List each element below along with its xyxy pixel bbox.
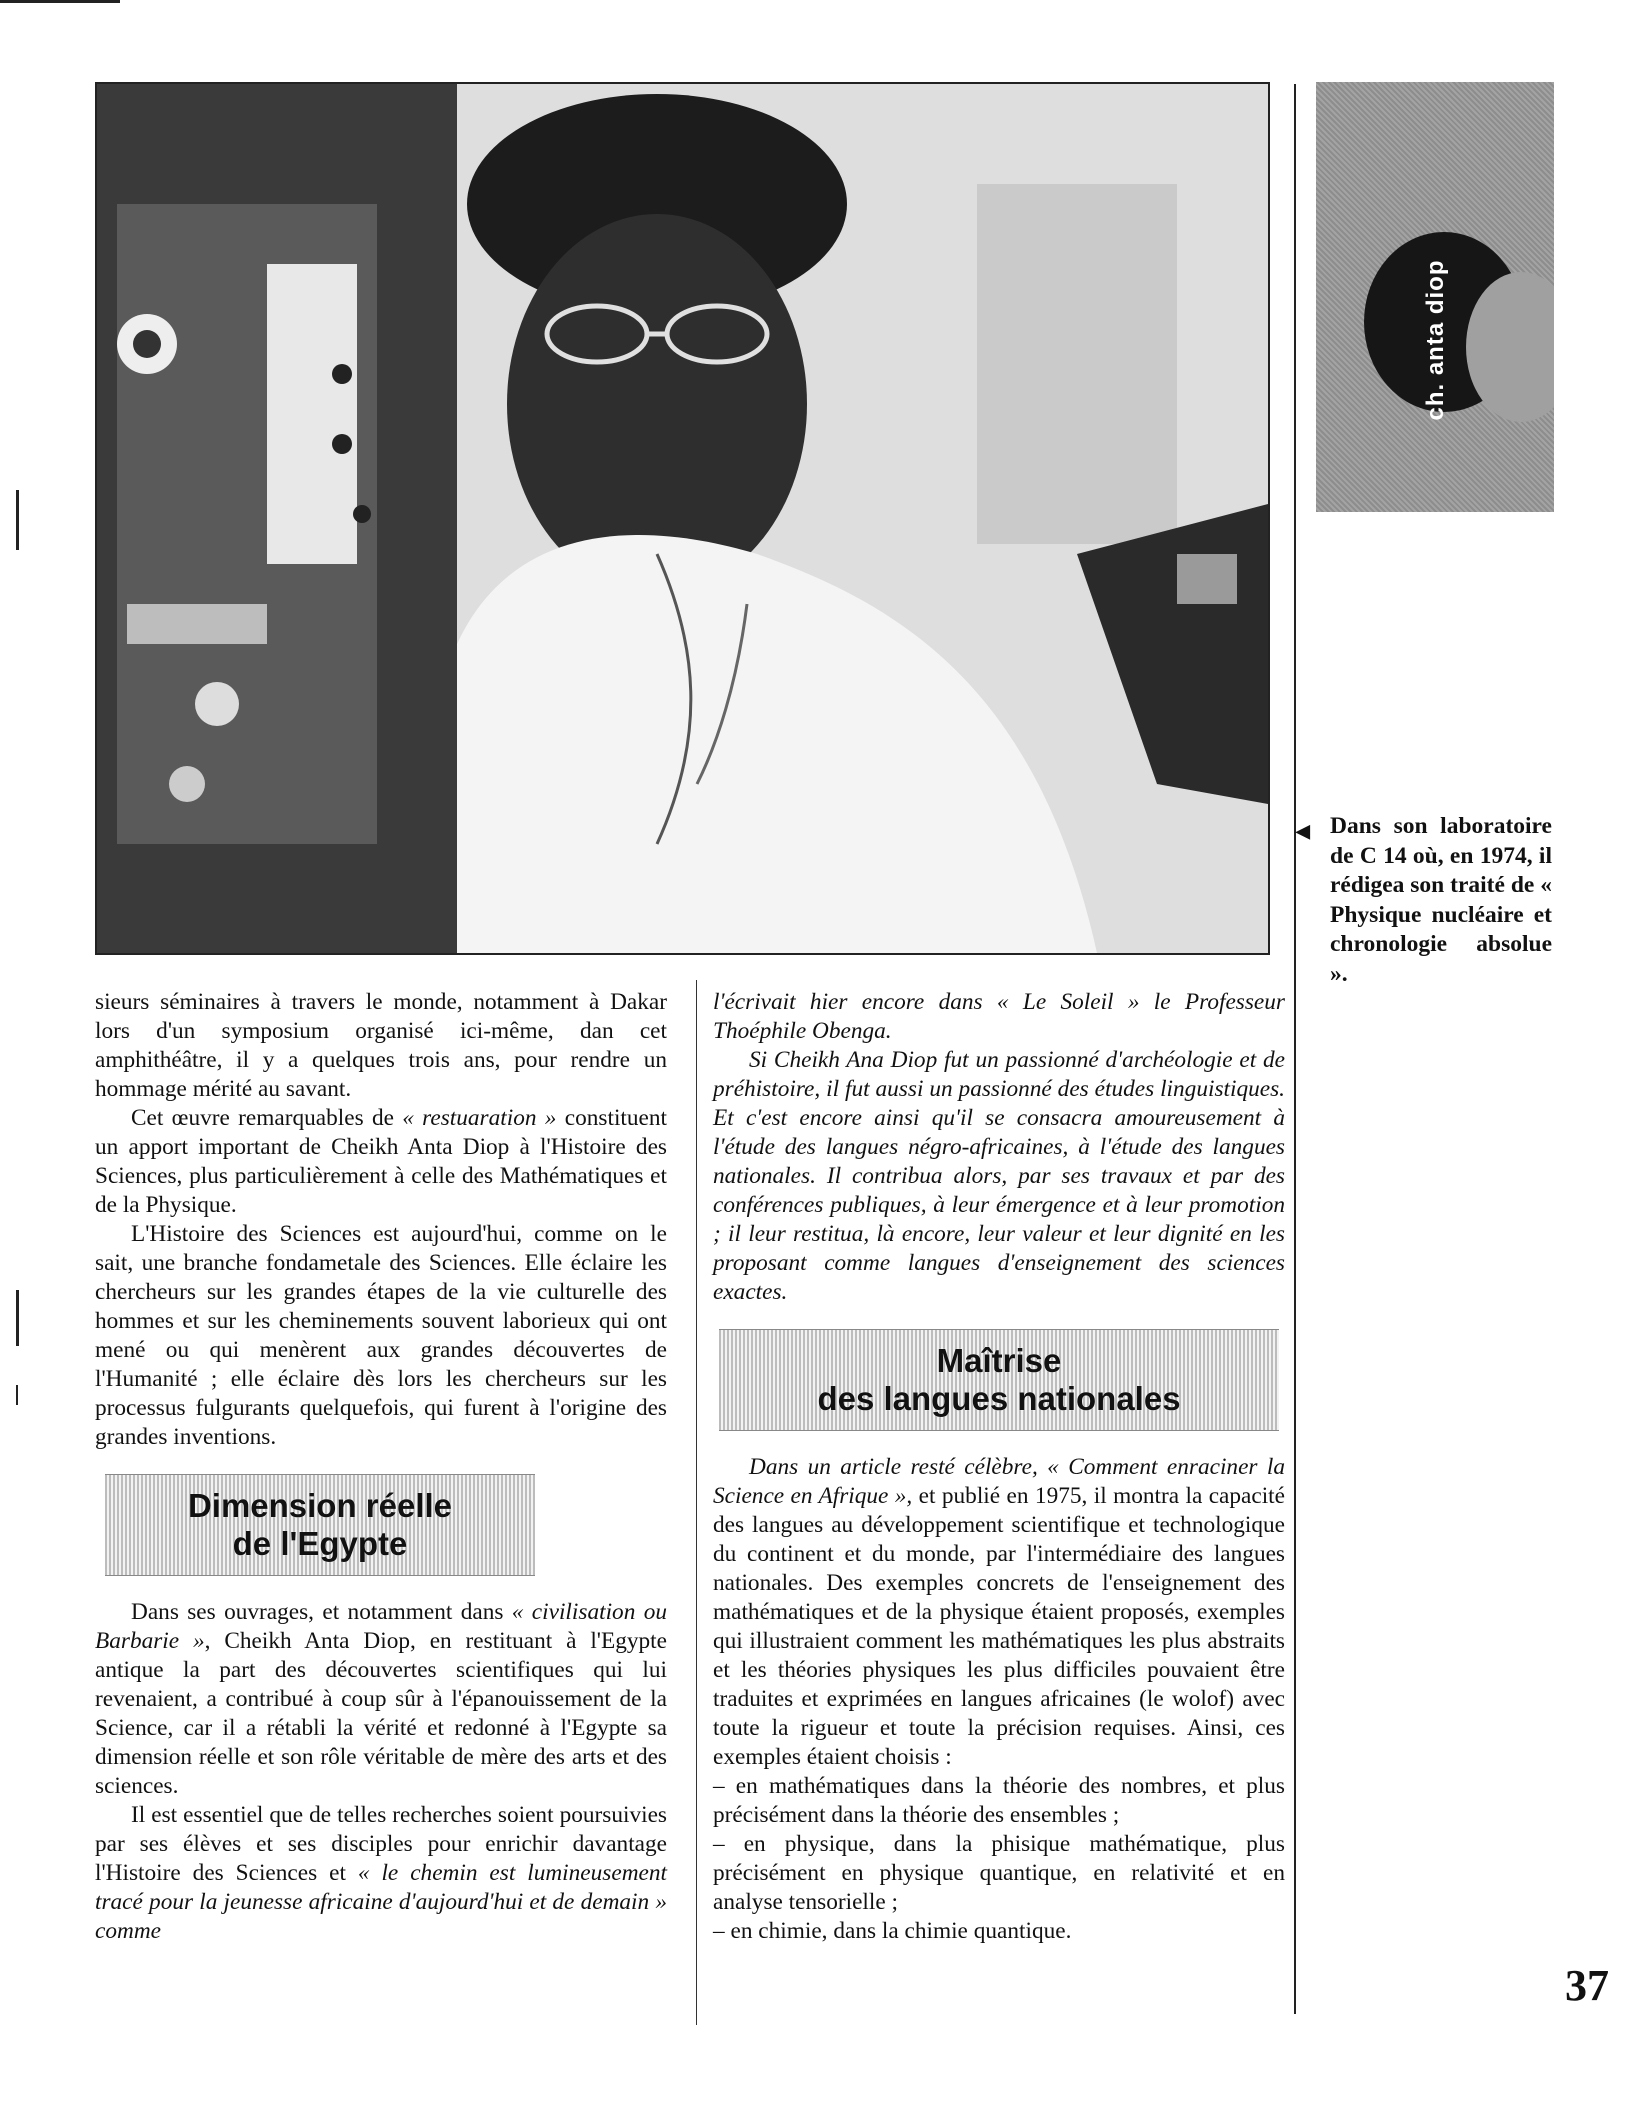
section-tab bbox=[1316, 82, 1554, 512]
heading-line: des langues nationales bbox=[817, 1380, 1181, 1417]
text-italic: Dans un article resté célèbre, « Comment enraciner la Science en Afrique », bbox=[713, 1454, 1285, 1509]
list-item: – en chimie, dans la chimie quantique. bbox=[713, 1918, 1072, 1944]
text-column-right bbox=[713, 988, 1285, 1946]
paragraph: Si Cheikh Ana Diop fut un passionné d'archéologie et de préhistoire, il fut aussi un passionné des études linguistiques. Et c'est encore ainsi qu'il se consacra amoureusement à l'étude des langues négro-africaines, à l'étude des langues nationales. Il contribua alors, par ses travaux et par des conférences publiques, à leur émergence et à leur promotion ; il leur restitua, là encore, leur valeur et leur dignité en les proposant comme langues d'enseignement des sciences exactes. bbox=[713, 1047, 1285, 1305]
text: Cet œuvre remarquables de bbox=[131, 1105, 403, 1131]
paragraph: l'écrivait hier encore dans « Le Soleil » le Professeur Thoéphile Obenga. bbox=[713, 989, 1285, 1044]
text-column-left bbox=[95, 988, 667, 1946]
text: Il est essentiel que de telles recherches soient poursuivies par ses élèves et ses disciples pour enrichir davantage l'Histoire des Sciences et bbox=[95, 1802, 667, 1886]
paragraph: L'Histoire des Sciences est aujourd'hui, comme on le sait, une branche fondametale des Sciences. Elle éclaire les chercheurs sur les grandes étapes de la vie culturelle des hommes et sur les cheminements souvent laborieux qui ont mené ou qui menèrent aux grandes découvertes de l'Humanité ; elle éclaire dès lors les chercheurs sur les processus fulgurants quelquefois, qui furent à l'origine des grandes inventions. bbox=[95, 1221, 667, 1450]
text: , Cheikh Anta Diop, en restituant à l'Egypte antique la part des découvertes scientifiques qui lui revenaient, a contribué à coup sûr à l'épanouissement de la Science, car il a rétabli la vérité et redonné à l'Egypte sa dimension réelle et son rôle véritable de mère des arts et des sciences. bbox=[95, 1628, 667, 1799]
page-number: 37 bbox=[1565, 1961, 1609, 2010]
text: Dans ses ouvrages, et notamment dans bbox=[131, 1599, 512, 1625]
text: et publié en 1975, il montra la capacité des langues au développement scientifique et technologique du continent et du monde, par l'intermédiaire des langues nationales. Des exemples concrets de l'enseignement des mathématiques et de la physique étaient proposés, exemples qui illustraient comment les mathématiques les plus abstraits et les théories physiques les plus difficiles pouvaient être traduites et exprimées en langues africaines (le wolof) avec toute la rigueur et toute la précision requises. Ainsi, ces exemples étaient choisis : bbox=[713, 1483, 1285, 1770]
paragraph bbox=[95, 1598, 667, 1801]
list-item: – en mathématiques dans la théorie des nombres, et plus précisément dans la théorie des ensembles ; bbox=[713, 1773, 1285, 1828]
photo-illustration bbox=[97, 84, 1268, 953]
margin-rule bbox=[1294, 84, 1296, 2014]
paragraph: sieurs séminaires à travers le monde, notamment à Dakar lors d'un symposium organisé ici-même, dan cet amphithéâtre, il y a quelques trois ans, pour rendre un hommage mérité au savant. bbox=[95, 989, 667, 1102]
tab-label: ch. anta diop bbox=[1422, 259, 1449, 421]
caption-text: Dans son laboratoire de C 14 où, en 1974, il rédigea son traité de « Physique nucléaire et chronologie absolue ». bbox=[1330, 813, 1552, 987]
heading-line: Dimension réelle bbox=[187, 1487, 453, 1524]
section-heading bbox=[105, 1474, 535, 1576]
paragraph bbox=[95, 1104, 667, 1220]
paragraph bbox=[95, 1801, 667, 1946]
laboratory-photo bbox=[95, 82, 1270, 955]
text: constituent un apport important de Cheikh Anta Diop à l'Histoire des Sciences, plus particulièrement à celle des Mathématiques et de la Physique. bbox=[95, 1105, 667, 1218]
arrow-left-icon: ◀ bbox=[1296, 821, 1310, 841]
list-item: – en physique, dans la phisique mathématique, plus précisément en physique quantique, en relativité et en analyse tensorielle ; bbox=[713, 1831, 1285, 1915]
text-italic: « le chemin est lumineusement tracé pour la jeunesse africaine d'aujourd'hui et de demain » comme bbox=[95, 1860, 667, 1944]
margin-mark bbox=[16, 1385, 18, 1405]
text-italic: « restuaration » bbox=[402, 1105, 557, 1131]
section-heading bbox=[719, 1329, 1279, 1431]
column-rule bbox=[696, 980, 697, 2025]
heading-line: de l'Egypte bbox=[232, 1525, 408, 1562]
photo-caption bbox=[1296, 812, 1552, 989]
margin-mark bbox=[16, 490, 19, 550]
top-rule bbox=[0, 0, 120, 3]
heading-line: Maîtrise bbox=[936, 1342, 1062, 1379]
margin-mark bbox=[16, 1290, 19, 1346]
paragraph bbox=[713, 1453, 1285, 1772]
text-italic: « civilisation ou Barbarie » bbox=[95, 1599, 667, 1654]
